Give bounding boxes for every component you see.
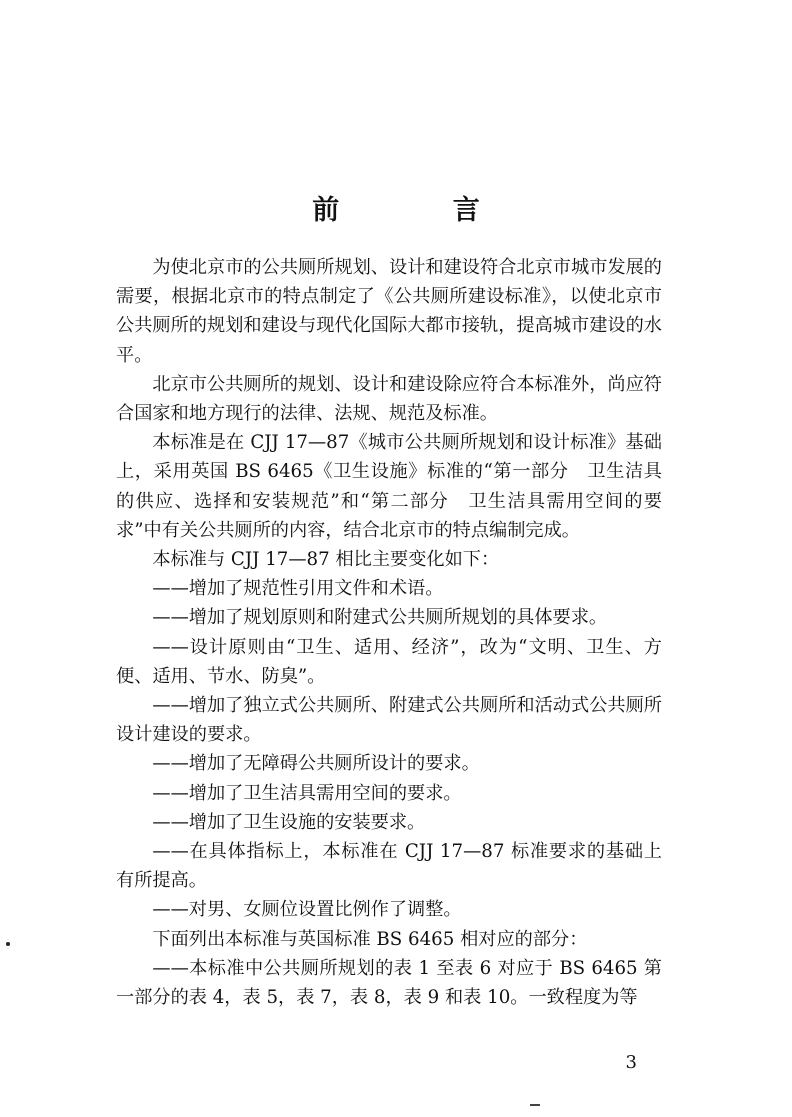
paragraph: 本标准是在 CJJ 17—87《城市公共厕所规划和设计标准》基础上，采用英国 BS 6465《卫生设施》标准的“第一部分 卫生洁具的供应、选择和安装规范”和“第二部分 卫生洁具需用空间的要求”中有关公共厕所的内容，结合北京市的特点编制完成。 [116,432,662,541]
list-item: ——增加了规划原则和附建式公共厕所规划的具体要求。 [152,607,608,629]
paragraph: 下面列出本标准与英国标准 BS 6465 相对应的部分： [152,928,588,950]
list-item: ——在具体指标上，本标准在 CJJ 17—87 标准要求的基础上有所提高。 [116,841,662,892]
list-item: ——设计原则由“卫生、适用、经济”，改为“文明、卫生、方便、适用、节水、防臭”。 [116,636,662,687]
list-item: ——增加了无障碍公共厕所设计的要求。 [152,753,480,775]
list-item: ——增加了卫生设施的安装要求。 [152,811,426,833]
scan-artifact-dot [6,942,10,946]
list-item: ——增加了卫生洁具需用空间的要求。 [152,782,462,804]
list-item: ——本标准中公共厕所规划的表 1 至表 6 对应于 BS 6465 第一部分的表 4，表 5，表 7，表 8，表 9 和表 10。一致程度为等 [116,957,662,1009]
paragraph: 本标准与 CJJ 17—87 相比主要变化如下： [152,549,500,571]
list-item: ——对男、女厕位设置比例作了调整。 [152,899,462,921]
scan-artifact-dash [530,1104,540,1106]
list-item: ——增加了独立式公共厕所、附建式公共厕所和活动式公共厕所设计建设的要求。 [116,695,662,746]
paragraph: 北京市公共厕所的规划、设计和建设除应符合本标准外，尚应符合国家和地方现行的法律、法规、规范及标准。 [116,373,662,425]
list-item: ——增加了规范性引用文件和术语。 [152,578,444,600]
body-text [116,253,662,1012]
page-number: 3 [625,1052,637,1073]
paragraph: 为使北京市的公共厕所规划、设计和建设符合北京市城市发展的需要，根据北京市的特点制定了《公共厕所建设标准》，以使北京市公共厕所的规划和建设与现代化国际大都市接轨，提高城市建设的水平。 [116,257,662,366]
page-title: 前 言 [312,195,532,226]
